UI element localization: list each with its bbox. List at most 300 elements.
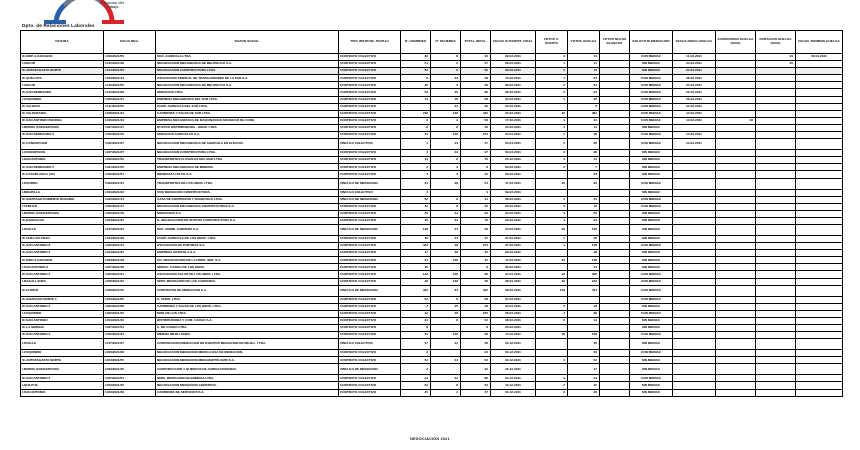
table-row[interactable]: [21, 364, 843, 375]
cell-3: CONTRATO COLECTIVO: [339, 103, 401, 110]
cell-3: CONTRATO COLECTIVO: [339, 110, 401, 117]
column-header-12[interactable]: FECHA INICIO HUELGA: [673, 31, 716, 54]
cell-12: [673, 235, 716, 242]
column-header-13[interactable]: SUSPENSION HUELGA (DIAS): [716, 31, 756, 54]
table-row[interactable]: [21, 271, 843, 278]
table-row[interactable]: [21, 132, 843, 139]
cell-4: 142: [401, 271, 431, 278]
cell-9: 17: [568, 364, 600, 375]
cell-10: [600, 243, 630, 250]
cell-15: [796, 196, 843, 203]
cell-12: 13-03-2021: [673, 117, 716, 124]
cell-13: [716, 203, 756, 210]
cell-6: 58: [461, 339, 491, 350]
cell-6: 58: [461, 296, 491, 303]
table-row[interactable]: [21, 171, 843, 178]
cell-10: [600, 332, 630, 339]
cell-10: [600, 339, 630, 350]
cell-12: 23-03-2021: [673, 96, 716, 103]
cell-9: 148: [568, 332, 600, 339]
cell-11: SIN MEDIAC: [630, 357, 673, 364]
cell-0: I-SAN ANTONIO: [21, 389, 104, 396]
cell-0: IC-SAN ANTONIO 5: [21, 303, 104, 310]
cell-1: 1402/2021/28: [104, 303, 156, 310]
cell-13: [716, 89, 756, 96]
cell-6: 8: [461, 164, 491, 171]
logo-line-1: Dirección del: [100, 1, 124, 5]
cell-7: 09-03-2021: [491, 68, 536, 75]
cell-0: I-CONCEPCION: [21, 150, 104, 157]
cell-4: 52: [401, 196, 431, 203]
cell-6: 452: [461, 285, 491, 296]
cell-9: 8: [568, 103, 600, 110]
cell-10: [600, 178, 630, 189]
cell-6: 68: [461, 89, 491, 96]
cell-1: 1407/2021/54: [104, 375, 156, 382]
cell-11: SIN MEDIAC: [630, 171, 673, 178]
cell-6: 274: [461, 132, 491, 139]
cell-1: 1405/2021/46: [104, 132, 156, 139]
cell-14: [756, 325, 796, 332]
cell-15: [796, 139, 843, 150]
table-row[interactable]: [21, 89, 843, 96]
cell-9: 18: [568, 303, 600, 310]
cell-1: 1414/2021/53: [104, 68, 156, 75]
cell-5: [431, 364, 461, 375]
cell-2: MOP. DE LOS LTDA.: [156, 310, 339, 317]
cell-9: 468: [568, 271, 600, 278]
cell-12: [673, 257, 716, 264]
cell-15: [796, 303, 843, 310]
cell-5: 24: [431, 217, 461, 224]
cell-0: IC-SAN ANTONIO 5: [21, 271, 104, 278]
cell-0: IC-SAN ANTONIO 5: [21, 250, 104, 257]
cell-0: IC-MOP-3-CARAHUE: [21, 54, 104, 61]
cell-2: NEGOCIACION MEDIACION MEDI-MARTIN AMIS S.A.: [156, 357, 339, 364]
cell-1: 1406/2021/54: [104, 171, 156, 178]
cell-2: EMPRESA AGRICOLA S.A.: [156, 250, 339, 257]
cell-15: [796, 217, 843, 224]
cell-6: 8: [461, 264, 491, 271]
cell-4: 14: [401, 157, 431, 164]
cell-12: [673, 264, 716, 271]
table-row[interactable]: [21, 68, 843, 75]
cell-6: 432: [461, 110, 491, 117]
cell-8: [536, 264, 568, 271]
cell-2: VIVE MEDIACION CONSTRUCTORA.: [156, 189, 339, 196]
cell-8: 2: [536, 389, 568, 396]
cell-11: SIN MEDIAC: [630, 150, 673, 157]
table-row[interactable]: [21, 357, 843, 364]
cell-3: CONTRATO COLECTIVO: [339, 117, 401, 124]
cell-11: SIN MEDIAC: [630, 250, 673, 257]
cell-8: 2: [536, 54, 568, 61]
cell-15: [796, 375, 843, 382]
cell-13: [716, 96, 756, 103]
cell-13: [716, 235, 756, 242]
cell-11: CON MEDIAC: [630, 139, 673, 150]
cell-14: [756, 75, 796, 82]
cell-7: 24-03-2021: [491, 303, 536, 310]
cell-4: 8: [401, 124, 431, 131]
cell-11: CON MEDIAC: [630, 278, 673, 285]
cell-0: IC-CHILLAN VIEJO: [21, 235, 104, 242]
cell-1: 1405/2021/34: [104, 332, 156, 339]
cell-11: SIN MEDIAC: [630, 217, 673, 224]
cell-9: 14: [568, 124, 600, 131]
cell-0: IC-SANTIAGO NORTE 1: [21, 296, 104, 303]
cell-4: 24: [401, 257, 431, 264]
cell-4: 14: [401, 96, 431, 103]
table-row[interactable]: [21, 150, 843, 157]
cell-13: [716, 139, 756, 150]
cell-10: [600, 61, 630, 68]
cell-13: [716, 189, 756, 196]
cell-0: IC-SAN ANTONIO: [21, 317, 104, 324]
table-row[interactable]: [21, 285, 843, 296]
cell-6: 70: [461, 217, 491, 224]
cell-2: ASOCIACION SINDICAL DE TRABAJADORES DE LA SUR S.A.: [156, 75, 339, 82]
table-row[interactable]: [21, 96, 843, 103]
column-header-7[interactable]: FECHA SUSCRIPT. FINAL: [491, 31, 536, 54]
table-row[interactable]: [21, 196, 843, 203]
cell-7: 03-12-2021: [491, 357, 536, 364]
table-row[interactable]: [21, 210, 843, 217]
cell-0: IC-ANTOFAGASTA NORTE: [21, 357, 104, 364]
cell-5: 8: [431, 196, 461, 203]
cell-14: [756, 285, 796, 296]
cell-0: IC-ANTOFAGASTA NORTE: [21, 68, 104, 75]
cell-1: 1408/2021/22: [104, 278, 156, 285]
cell-6: 47: [461, 235, 491, 242]
cell-6: 42: [461, 250, 491, 257]
table-row[interactable]: [21, 235, 843, 242]
table-row[interactable]: [21, 103, 843, 110]
table-row[interactable]: [21, 217, 843, 224]
table-row[interactable]: [21, 332, 843, 339]
cell-4: 4: [401, 189, 431, 196]
column-header-11[interactable]: SOLICITUD MEDIACION: [630, 31, 673, 54]
table-row[interactable]: [21, 203, 843, 210]
cell-0: IC-SAN ANTONIO BOUREA: [21, 117, 104, 124]
cell-13: [716, 61, 756, 68]
cell-13: 48: [716, 117, 756, 124]
table-row[interactable]: [21, 257, 843, 264]
cell-4: 44: [401, 375, 431, 382]
cell-4: 44: [401, 332, 431, 339]
cell-10: [600, 357, 630, 364]
table-row[interactable]: [21, 278, 843, 285]
cell-11: CON MEDIAC: [630, 96, 673, 103]
cell-8: 2: [536, 303, 568, 310]
column-header-8[interactable]: VOTOS U. OFERTA: [536, 31, 568, 54]
cell-15: [796, 117, 843, 124]
cell-11: SIN MEDIAC: [630, 157, 673, 164]
cell-1: 1401/2021/25: [104, 164, 156, 171]
column-header-15[interactable]: FECHA TERMINO HUELGA: [796, 31, 843, 54]
cell-11: SIN MEDIAC: [630, 124, 673, 131]
table-row[interactable]: [21, 82, 843, 89]
table-row[interactable]: [21, 243, 843, 250]
cell-15: [796, 61, 843, 68]
cell-14: [756, 382, 796, 389]
cell-3: CONTRATO COLECTIVO: [339, 389, 401, 396]
cell-10: [600, 235, 630, 242]
table-row[interactable]: [21, 189, 843, 196]
cell-13: [716, 224, 756, 235]
cell-1: 1412/2021/38: [104, 61, 156, 68]
table-row[interactable]: [21, 139, 843, 150]
cell-9: 24: [568, 217, 600, 224]
cell-10: [600, 224, 630, 235]
cell-6: 48: [461, 75, 491, 82]
cell-6: 57: [461, 61, 491, 68]
cell-1: 1404/2021/38: [104, 235, 156, 242]
cell-9: 382: [568, 110, 600, 117]
cell-7: 24-03-2021: [491, 124, 536, 131]
cell-4: 42: [401, 310, 431, 317]
column-header-5[interactable]: N° MUJERES: [431, 31, 461, 54]
cell-6: 47: [461, 257, 491, 264]
cell-1: 1406/2021/41: [104, 96, 156, 103]
cell-6: 88: [461, 375, 491, 382]
table-row[interactable]: [21, 61, 843, 68]
cell-14: [756, 171, 796, 178]
cell-8: 1: [536, 96, 568, 103]
table-row[interactable]: [21, 303, 843, 310]
cell-14: [756, 389, 796, 396]
cell-6: 76: [461, 157, 491, 164]
cell-13: [716, 285, 756, 296]
cell-9: 42: [568, 382, 600, 389]
cell-4: 2: [401, 364, 431, 375]
table-row[interactable]: [21, 75, 843, 82]
cell-2: CONSTRUCCION Y QUIMICOS DE AGRINA ROMANZA.: [156, 364, 339, 375]
cell-12: [673, 157, 716, 164]
table-row[interactable]: [21, 375, 843, 382]
cell-11: CON MEDIAC: [630, 75, 673, 82]
cell-12: 24-03-2021: [673, 103, 716, 110]
column-header-3[interactable]: TIPO INSTRUM. TRABAJ: [339, 31, 401, 54]
cell-14: [756, 375, 796, 382]
cell-5: 3: [431, 164, 461, 171]
column-header-0[interactable]: OFICINA: [21, 31, 104, 54]
cell-1: 1406/2021/43: [104, 117, 156, 124]
table-row[interactable]: [21, 325, 843, 332]
cell-15: [796, 68, 843, 75]
table-row[interactable]: [21, 250, 843, 257]
cell-0: I-BIOBIO (CONCEPCION): [21, 364, 104, 375]
column-header-4[interactable]: N° HOMBRES: [401, 31, 431, 54]
cell-5: 23: [431, 150, 461, 157]
cell-0: IC-CURICO: [21, 285, 104, 296]
cell-12: 22-03-2021: [673, 89, 716, 96]
table-row[interactable]: [21, 117, 843, 124]
cell-3: CONTRATO COLECTIVO: [339, 271, 401, 278]
cell-2: SOC. AGRICOLA LTDA.: [156, 54, 339, 61]
cell-7: 08-03-2021: [491, 310, 536, 317]
cell-3: VINCULO COLECTIVO: [339, 189, 401, 196]
cell-8: 46: [536, 110, 568, 117]
table-row[interactable]: [21, 178, 843, 189]
cell-6: 58: [461, 332, 491, 339]
cell-1: 1404/2021/55: [104, 357, 156, 364]
cell-6: 58: [461, 117, 491, 124]
cell-2: NEGOCIACION MEDIACION CONSTRUC.: [156, 382, 339, 389]
table-row[interactable]: [21, 310, 843, 317]
cell-7: 27-03-2021: [491, 243, 536, 250]
cell-2: DISTRIBUIDORA Y COM. CARGO S.A.: [156, 317, 339, 324]
table-row[interactable]: [21, 317, 843, 324]
cell-9: [568, 296, 600, 303]
cell-9: 52: [568, 357, 600, 364]
cell-12: [673, 325, 716, 332]
table-row[interactable]: [21, 124, 843, 131]
cell-8: 46: [536, 278, 568, 285]
cell-0: IC-SAN ANTONIO 5: [21, 375, 104, 382]
cell-12: [673, 178, 716, 189]
cell-3: VINCULO DE MEDIACION: [339, 196, 401, 203]
cell-8: 42: [536, 271, 568, 278]
column-header-1[interactable]: FOLIO NEG.: [104, 31, 156, 54]
cell-10: [600, 171, 630, 178]
column-header-2[interactable]: RAZON SOCIAL: [156, 31, 339, 54]
cell-9: 14: [568, 317, 600, 324]
column-header-9[interactable]: VOTOS HUELGA: [568, 31, 600, 54]
cell-1: 1407/2021/27: [104, 150, 156, 157]
cell-2: COOP. AGRICOLA DE LOS HNOS. LTDA.: [156, 235, 339, 242]
column-header-6[interactable]: TOTAL INVOL.: [461, 31, 491, 54]
cell-15: [796, 75, 843, 82]
cell-8: [536, 364, 568, 375]
cell-12: [673, 303, 716, 310]
cell-12: [673, 164, 716, 171]
cell-1: 1406/2021/38: [104, 350, 156, 357]
cell-1: 1402/2021/52: [104, 157, 156, 164]
cell-2: EMPRESA MECANIZADA DE MAQUINARIAS SOCIEDAD DE CONS.: [156, 117, 339, 124]
cell-8: 2: [536, 68, 568, 75]
cell-6: 26: [461, 103, 491, 110]
cell-14: [756, 357, 796, 364]
table-row[interactable]: [21, 164, 843, 171]
cell-4: 4: [401, 150, 431, 157]
cell-7: 17-03-2021: [491, 257, 536, 264]
cell-9: 22: [568, 350, 600, 357]
cell-7: 04-03-2021: [491, 110, 536, 117]
cell-14: [756, 217, 796, 224]
cell-0: I-COQUIMBO: [21, 96, 104, 103]
cell-3: CONTRATO COLECTIVO: [339, 250, 401, 257]
cell-3: CONTRATO COLECTIVO: [339, 325, 401, 332]
cell-4: 148: [401, 224, 431, 235]
table-row[interactable]: [21, 339, 843, 350]
cell-13: [716, 75, 756, 82]
cell-14: [756, 203, 796, 210]
table-row[interactable]: [21, 157, 843, 164]
cell-7: 23-03-2021: [491, 96, 536, 103]
cell-4: 48: [401, 235, 431, 242]
cell-0: I-ANCUD: [21, 61, 104, 68]
cell-1: 1409/2021/55: [104, 54, 156, 61]
cell-13: [716, 250, 756, 257]
cell-15: [796, 157, 843, 164]
cell-14: [756, 210, 796, 217]
table-row[interactable]: [21, 350, 843, 357]
cell-0: I-MAGALLANES: [21, 278, 104, 285]
table-row[interactable]: [21, 389, 843, 396]
column-header-14[interactable]: DURACION HUELGA (DIAS): [756, 31, 796, 54]
cell-1: 1403/2021/48: [104, 257, 156, 264]
cell-0: I-SAN ANTONIO 8: [21, 264, 104, 271]
cell-7: 09-03-2021: [491, 189, 536, 196]
cell-0: IC-SAN ANTONIO 5: [21, 332, 104, 339]
cell-5: 45: [431, 303, 461, 310]
column-header-10[interactable]: VOTOS NULOS BLANCOS: [600, 31, 630, 54]
cell-1: 1416/2021/65: [104, 82, 156, 89]
cell-9: 28: [568, 132, 600, 139]
cell-12: 27-03-2021: [673, 82, 716, 89]
cell-12: [673, 332, 716, 339]
cell-13: [716, 271, 756, 278]
cell-6: 16: [461, 124, 491, 131]
cell-6: 62: [461, 210, 491, 217]
cell-10: [600, 285, 630, 296]
cell-6: 54: [461, 178, 491, 189]
cell-11: CON MEDIAC: [630, 82, 673, 89]
cell-1: 1408/2021/24: [104, 110, 156, 117]
cell-7: 06-03-2021: [491, 89, 536, 96]
cell-6: 58: [461, 224, 491, 235]
cell-9: 22: [568, 89, 600, 96]
cell-13: [716, 375, 756, 382]
cell-15: [796, 332, 843, 339]
table-row[interactable]: [21, 264, 843, 271]
cell-11: CON MEDIAC: [630, 54, 673, 61]
cell-7: 08-03-2021: [491, 278, 536, 285]
cell-14: [756, 303, 796, 310]
cell-3: CONTRATO COLECTIVO: [339, 243, 401, 250]
cell-9: 32: [568, 96, 600, 103]
table-row[interactable]: [21, 224, 843, 235]
cell-3: CONTRATO COLECTIVO: [339, 124, 401, 131]
cell-2: MEDIACION S.A.: [156, 210, 339, 217]
cell-7: 08-03-2021: [491, 61, 536, 68]
table-row[interactable]: [21, 382, 843, 389]
table-row[interactable]: [21, 296, 843, 303]
cell-3: CONTRATO COLECTIVO: [339, 150, 401, 157]
cell-2: SERVICIOS AGRICOLAS S.A.: [156, 132, 339, 139]
cell-15: [796, 389, 843, 396]
table-row[interactable]: [21, 110, 843, 117]
table-row[interactable]: [21, 54, 843, 61]
cell-8: 1: [536, 196, 568, 203]
cell-8: 1: [536, 235, 568, 242]
cell-3: CONTRATO COLECTIVO: [339, 96, 401, 103]
cell-5: 56: [431, 89, 461, 96]
cell-2: SERV. MEDIACION DE LOS CARRANZA.: [156, 278, 339, 285]
cell-3: CONTRATO COLECTIVO: [339, 332, 401, 339]
cell-3: CONTRATO COLECTIVO: [339, 171, 401, 178]
cell-13: [716, 332, 756, 339]
cell-6: 274: [461, 243, 491, 250]
cell-6: 38: [461, 82, 491, 89]
cell-13: [716, 157, 756, 164]
cell-6: 68: [461, 271, 491, 278]
cell-0: I-TEMUCO: [21, 203, 104, 210]
cell-8: 2: [536, 89, 568, 96]
cell-8: 46: [536, 257, 568, 264]
cell-8: [536, 296, 568, 303]
